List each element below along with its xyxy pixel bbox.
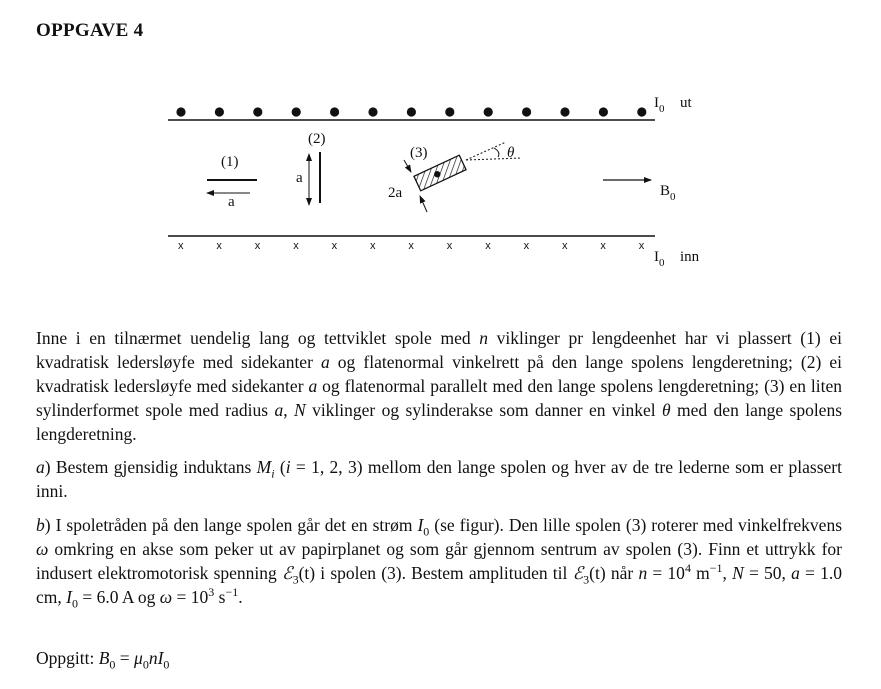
theta-label: θ — [507, 145, 515, 161]
given-formula: Oppgitt: $B_0 = \mu_0nI_0$ — [36, 648, 170, 672]
top-winding-dots — [176, 107, 646, 116]
winding-cross: x — [562, 240, 568, 252]
winding-cross: x — [485, 240, 491, 252]
winding-dot — [445, 107, 454, 116]
loop-1-side-label: a — [228, 194, 235, 210]
out-label: ut — [680, 95, 692, 111]
winding-dot — [253, 107, 262, 116]
winding-cross: x — [216, 240, 222, 252]
winding-dot — [215, 107, 224, 116]
bottom-winding-crosses — [178, 240, 645, 252]
current-out-label: $I_0$ — [654, 95, 665, 115]
winding-dot — [330, 107, 339, 116]
coil-3-diameter-label: 2a — [388, 185, 403, 201]
theta-arc — [494, 148, 499, 157]
current-in-label: $I_0$ — [654, 249, 665, 269]
winding-dot — [599, 107, 608, 116]
question-a: a) Bestem gjensidig induktans $M_i$ (i = 1, 2, 3) mellom den lange spolen og hver av de tre lederne som er plassert inni. — [36, 457, 842, 501]
loop-1 — [207, 154, 257, 210]
coil-3-diameter-arrow-top — [404, 160, 411, 172]
coil-3-label: (3) — [410, 145, 428, 161]
winding-cross: x — [408, 240, 414, 252]
coil-3-axis-extension — [466, 142, 506, 160]
winding-cross: x — [600, 240, 606, 252]
winding-dot — [176, 107, 185, 116]
page-title: OPPGAVE 4 — [36, 20, 144, 41]
winding-dot — [484, 107, 493, 116]
field-label: $B_0$ — [660, 183, 676, 203]
in-label: inn — [680, 249, 700, 265]
coil-3-diameter-arrow-bottom — [420, 196, 427, 212]
winding-cross: x — [254, 240, 261, 252]
winding-cross: x — [293, 240, 299, 252]
solenoid-figure — [0, 0, 881, 310]
coil-3 — [388, 142, 522, 212]
question-b: b) I spoletråden på den lange spolen går det en strøm $I_0$ (se figur). Den lille spolen (3) roterer med vinkelfrekvens ω omkring en akse som peker ut av papirplanet og som går gjennom sentrum av spolen (3). Finn et uttrykk for indusert elektromotorisk spenning ℰ$_3$(t) i spolen (3). Bestem amplituden til ℰ$_3$(t) når $n = 10^4$ $m^{-1}$, N = 50, a = 1.0 cm, $I_0 = 6.0$ A og $\omega = 10^3$ $s^{-1}$. — [36, 515, 843, 611]
winding-cross: x — [178, 240, 184, 252]
winding-dot — [522, 107, 531, 116]
problem-description: Inne i en tilnærmet uendelig lang og tettviklet spole med n viklinger pr lengdeenhet har vi plassert (1) ei kvadratisk ledersløyfe med sidekanter a og flatenormal vinkelrett på den lange spolens lengderetning; (2) ei kvadratisk ledersløyfe med sidekanter a og flatenormal parallelt med den lange spolens lengderetning; (3) en liten sylinderformet spole med radius a, N viklinger og sylinderakse som danner en vinkel θ med den lange spolens lengderetning. — [36, 328, 843, 444]
winding-cross: x — [331, 240, 338, 252]
winding-dot — [407, 107, 416, 116]
winding-cross: x — [370, 240, 376, 252]
winding-dot — [560, 107, 569, 116]
winding-cross: x — [446, 240, 453, 252]
winding-dot — [637, 107, 646, 116]
loop-2 — [296, 131, 326, 205]
winding-cross: x — [523, 240, 530, 252]
loop-1-label: (1) — [221, 154, 239, 170]
loop-2-label: (2) — [308, 131, 326, 147]
loop-2-side-label: a — [296, 170, 303, 186]
winding-cross: x — [638, 240, 645, 252]
winding-dot — [368, 107, 377, 116]
winding-dot — [292, 107, 301, 116]
